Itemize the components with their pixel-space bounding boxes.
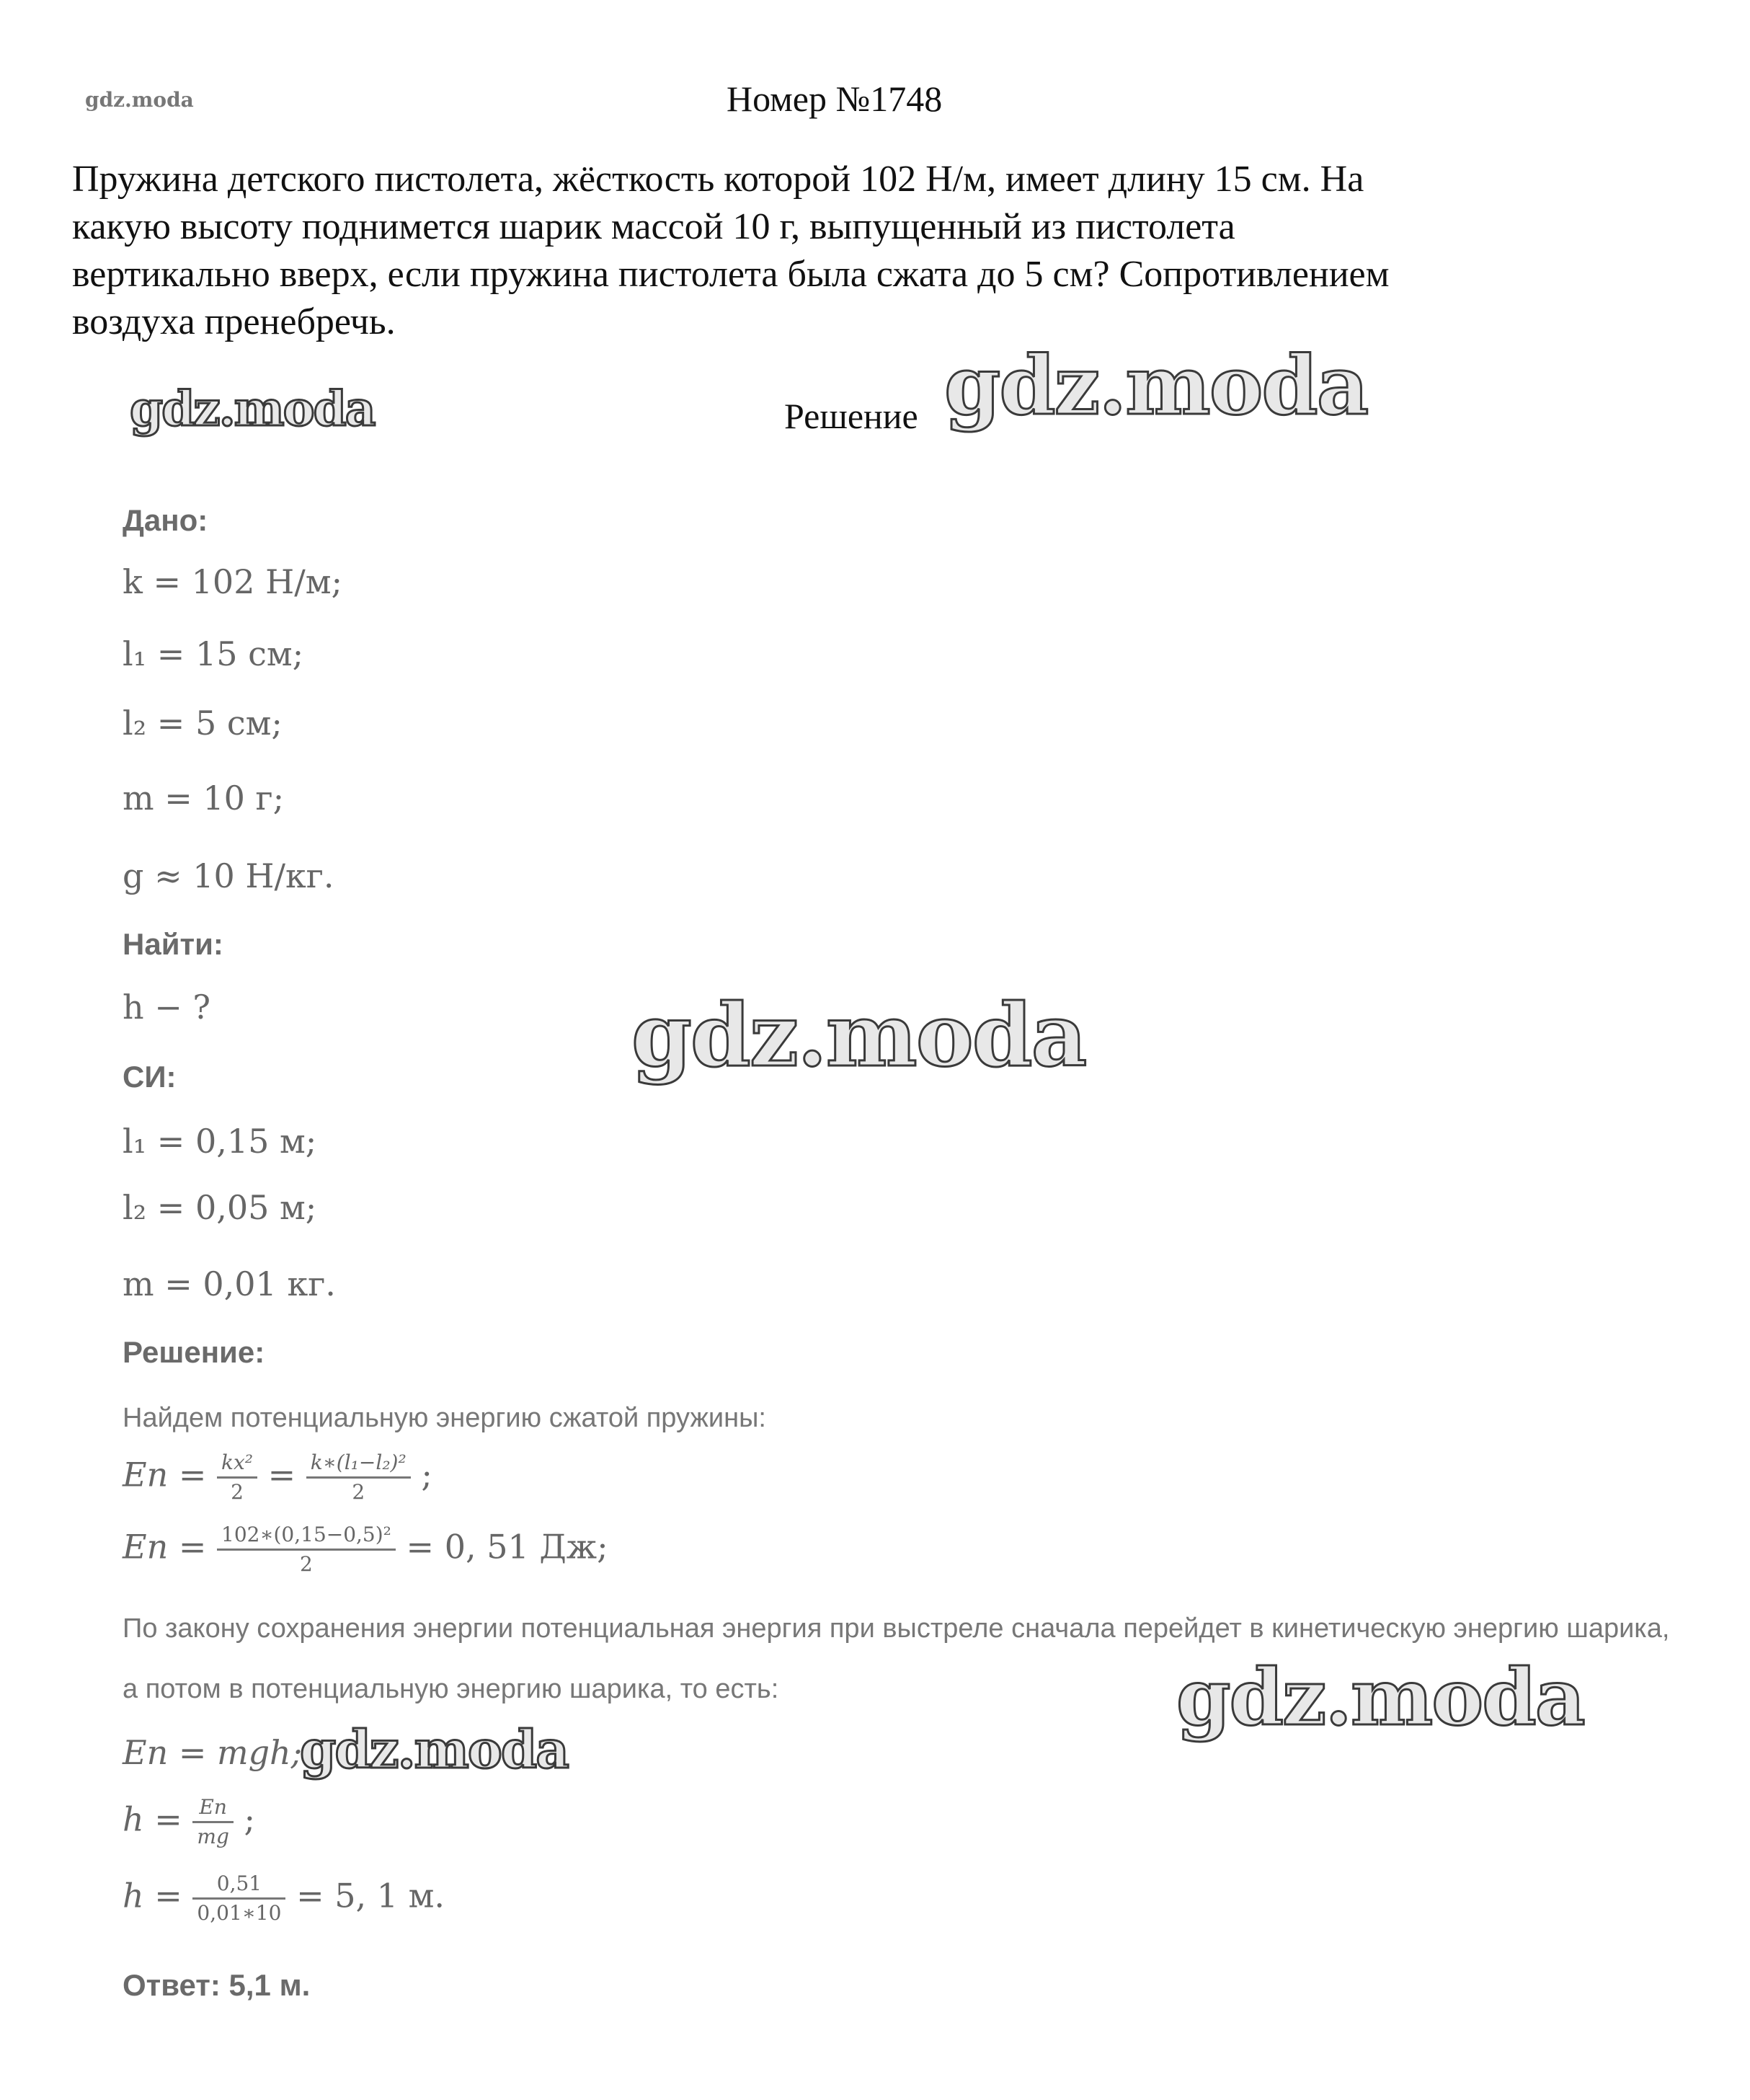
equation-5: h = $\frac{0,51}{0,01∗10}$ = 5, 1 м. — [123, 1871, 445, 1925]
problem-line-1: Пружина детского пистолета, жёсткость которой 102 Н/м, имеет длину 15 см. На — [72, 159, 1364, 200]
solution-heading: Решение — [784, 396, 918, 436]
eq1-lhs: Eп — [123, 1455, 169, 1494]
si-l1: l₁ = 0,15 м; — [123, 1122, 317, 1161]
si-label: СИ: — [123, 1060, 177, 1094]
watermark: gdz.moda — [300, 1719, 568, 1780]
page-title: Номер №1748 — [727, 79, 943, 119]
si-l2: l₂ = 0,05 м; — [123, 1188, 317, 1227]
given-l2: l₂ = 5 см; — [123, 704, 283, 743]
given-m: m = 10 г; — [123, 779, 285, 818]
si-m: m = 0,01 кг. — [123, 1264, 336, 1303]
problem-line-2: какую высоту поднимется шарик массой 10 г, выпущенный из пистолета — [72, 206, 1235, 247]
watermark: gdz.moda — [130, 381, 375, 437]
eq1-fraction-1: $\frac{\text{kx²}}{2}$ — [217, 1450, 257, 1505]
problem-line-4: воздуха пренебречь. — [72, 301, 396, 342]
given-k: k = 102 Н/м; — [123, 562, 342, 601]
equation-2: Eп = $\frac{\text{102∗(0,15−0,5)²}}{2}$ = 0, 51 Дж; — [123, 1523, 608, 1576]
equation-4: h = $\frac{Eп}{mg}$ ; — [123, 1795, 256, 1848]
watermark: gdz.moda — [944, 339, 1368, 433]
solution-intro: Найдем потенциальную энергию сжатой пружины: — [123, 1403, 766, 1433]
equation-1: Eп = $\frac{\text{kx²}}{2}$ = $\frac{\text{k∗(l₁−l₂)²}}{2}$ ; — [123, 1450, 432, 1504]
watermark: gdz.moda — [631, 985, 1086, 1086]
given-label: Дано: — [123, 503, 208, 537]
solution-text-1: По закону сохранения энергии потенциальная энергия при выстреле сначала перейдет в кинетическую энергию шарика, — [123, 1613, 1670, 1644]
given-l1: l₁ = 15 см; — [123, 634, 304, 673]
given-g: g ≈ 10 Н/кг. — [123, 856, 334, 895]
watermark-small: gdz.moda — [85, 88, 194, 112]
eq2-lhs: Eп — [123, 1527, 169, 1567]
eq1-fraction-2: $\frac{\text{k∗(l₁−l₂)²}}{2}$ — [306, 1450, 411, 1505]
eq4-fraction: $\frac{Eп}{mg}$ — [192, 1795, 233, 1849]
eq2-fraction: $\frac{\text{102∗(0,15−0,5)²}}{2}$ — [217, 1523, 396, 1577]
problem-line-3: вертикально вверх, если пружина пистолета была сжата до 5 см? Сопротивлением — [72, 254, 1390, 295]
solution-text-2: а потом в потенциальную энергию шарика, то есть: — [123, 1674, 779, 1704]
equation-3: Eп = mgh; — [123, 1733, 303, 1772]
find-h: h − ? — [123, 988, 211, 1027]
solution-label: Решение: — [123, 1335, 265, 1369]
eq5-fraction: $\frac{0,51}{0,01∗10}$ — [192, 1871, 285, 1926]
watermark: gdz.moda — [1176, 1652, 1584, 1743]
answer: Ответ: 5,1 м. — [123, 1968, 311, 2002]
find-label: Найти: — [123, 927, 223, 961]
